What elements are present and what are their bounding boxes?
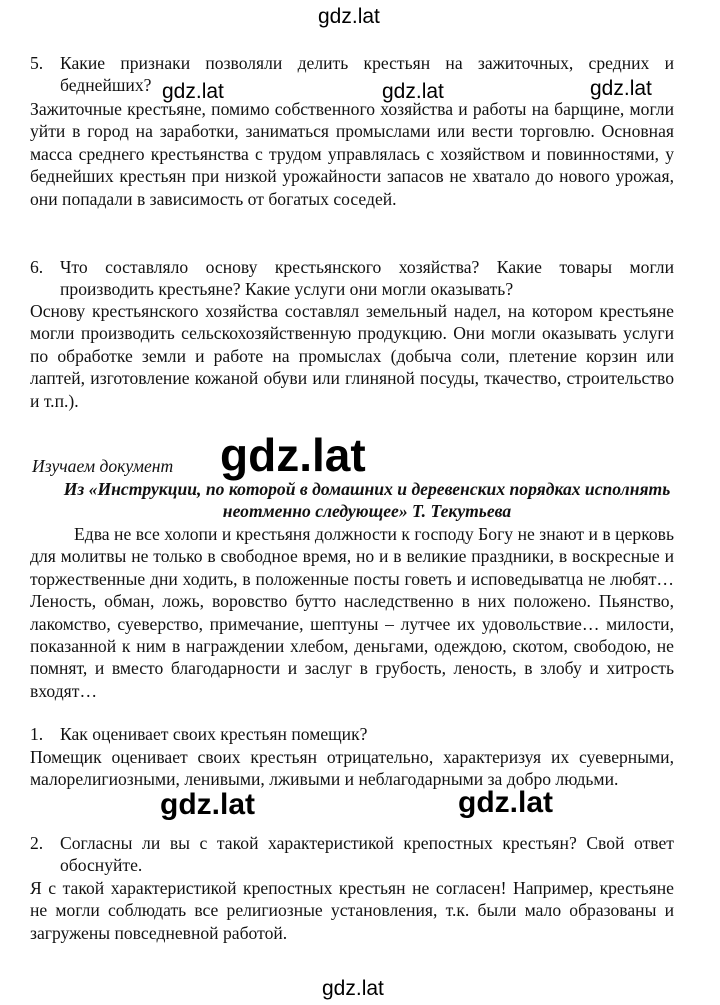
watermark-top: gdz.lat — [318, 5, 380, 28]
watermark-q5-c: gdz.lat — [590, 77, 652, 100]
question-5 — [30, 52, 674, 97]
question-number: 5. — [30, 53, 44, 73]
doc-question-2 — [30, 832, 674, 877]
question-text: Согласны ли вы с такой характеристикой крепостных крестьян? Свой ответ обоснуйте. — [60, 833, 674, 876]
question-number: 6. — [30, 257, 44, 277]
doc-question-1 — [30, 723, 674, 745]
document-label: Изучаем документ — [32, 456, 174, 476]
watermark-a1-a: gdz.lat — [160, 788, 255, 821]
question-number: 2. — [30, 833, 44, 853]
document-text: Едва не все холопи и крестьяня должности к господу Богу не знают и в церковь для молитвы не только в свободное время, но и в великие праздники, в воскресные и торжественные дни ходить, в положенные посты говеть и исповедыватца не любят… Леность, обман, ложь, воровство бутто наследственно в них положено. Пьянство, лакомство, суеверство, примечание, шептуны – лутчее их удовольствие… милости, показанной к ним в награждении хлебом, деньгами, одеждою, скотом, свободою, не помнят, и вместо благодарности и заслуг в грубость, леность, в злобу и хитрость входят… — [30, 524, 674, 701]
question-number: 1. — [30, 724, 44, 744]
watermark-q5-b: gdz.lat — [382, 80, 444, 103]
question-6 — [30, 256, 674, 301]
question-text: Что составляло основу крестьянского хозяйства? Какие товары могли производить крестьяне? Какие услуги они могли оказывать? — [60, 257, 674, 300]
watermark-q5-a: gdz.lat — [162, 80, 224, 103]
answer-6: Основу крестьянского хозяйства составлял земельный надел, на котором крестьяне могли производить сельскохозяйственную продукцию. Они могли оказывать услуги по обработке земли и работе на промыслах (добыча соли, плетение корзин или лаптей, изготовление кожаной обуви или глиняной посуды, ткачество, строительство и т.п.). — [30, 301, 674, 411]
question-text: Какие признаки позволяли делить крестьян на зажиточных, средних и беднейших? — [60, 53, 674, 96]
doc-answer-1: Помещик оценивает своих крестьян отрицательно, характеризуя их суеверными, малорелигиозными, ленивыми, лживыми и неблагодарными за добро людьми. — [30, 747, 674, 790]
watermark-bottom: gdz.lat — [322, 977, 384, 1000]
watermark-a1-b: gdz.lat — [458, 786, 553, 819]
question-text: Как оценивает своих крестьян помещик? — [60, 724, 368, 744]
answer-5: Зажиточные крестьяне, помимо собственного хозяйства и работы на барщине, могли уйти в город на заработки, заниматься промыслами или вести торговлю. Основная масса среднего крестьянства с трудом управлялась с хозяйством и повинностями, у беднейших крестьян при низкой урожайности запасов не хватало до нового урожая, они попадали в зависимость от богатых соседей. — [30, 99, 674, 209]
doc-answer-2: Я с такой характеристикой крепостных крестьян не согласен! Например, крестьяне не могли соблюдать все религиозные установления, т.к. были мало образованы и загружены повседневной работой. — [30, 878, 674, 943]
watermark-big: gdz.lat — [220, 429, 366, 481]
document-title: Из «Инструкции, по которой в домашних и деревенских порядках исполнять неотменно следующее» Т. Текутьева — [63, 479, 671, 522]
